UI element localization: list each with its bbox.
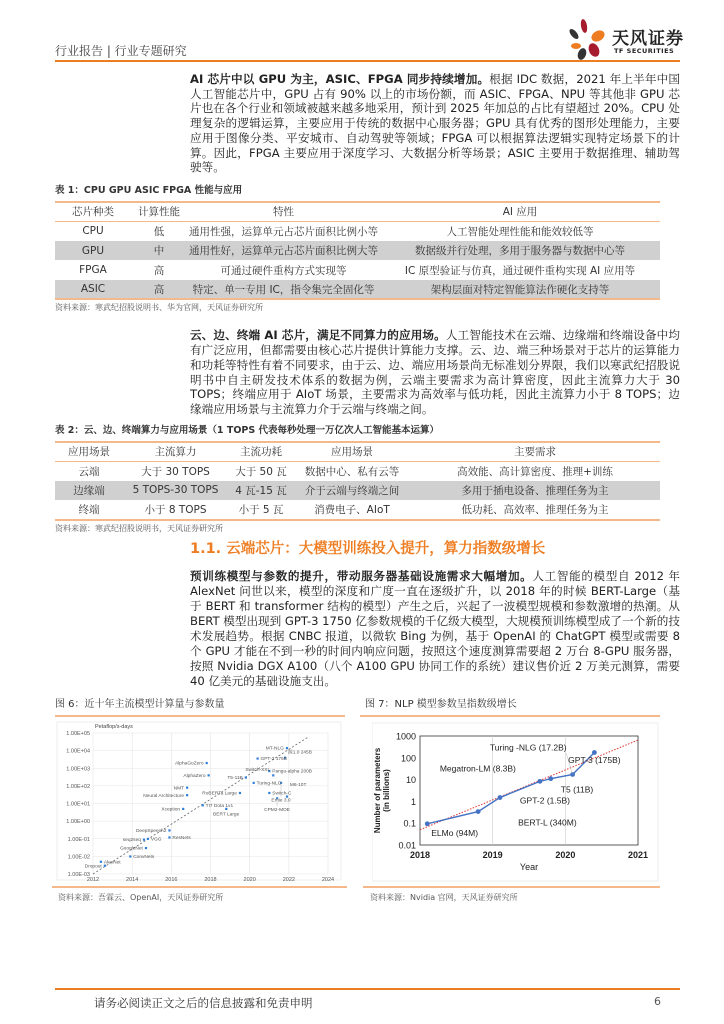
table-cell: 小于 5 瓦 xyxy=(238,503,284,516)
table-row xyxy=(55,461,660,481)
data-label: ConvNets xyxy=(133,855,155,861)
data-point xyxy=(239,792,241,794)
data-point xyxy=(476,810,481,815)
table-cell: 低功耗、高效率、推理任务为主 xyxy=(461,503,609,516)
data-label: GPT-2 (1.5B) xyxy=(519,795,571,806)
column-header: 应用场景 xyxy=(68,446,110,459)
data-label: Neural Architecture xyxy=(143,794,184,800)
data-point xyxy=(206,762,208,764)
data-label: T5-11B xyxy=(227,776,243,782)
table-cell: 终端 xyxy=(78,503,100,516)
table-cell: 低 xyxy=(153,225,165,238)
y-tick-label: 100 xyxy=(400,753,416,764)
x-tick-label: 2020 xyxy=(555,850,576,861)
data-point xyxy=(253,782,255,784)
y-tick-label: 1.00E+02 xyxy=(66,784,90,791)
table-cell: 大于 30 TOPS xyxy=(141,465,210,478)
data-point xyxy=(129,856,131,858)
table-cell: GPU xyxy=(81,244,105,257)
y-tick-label: 10 xyxy=(405,775,416,786)
x-axis-label: Year xyxy=(519,862,539,873)
figure6-source: 资料来源：吾霖云、OpenAI，天风证券研究所 xyxy=(58,893,224,903)
paragraph-ai-chips xyxy=(190,72,680,175)
table-cell: FPGA xyxy=(79,264,107,277)
data-label: 源1.0 245B xyxy=(287,750,312,756)
table-cell: 架构层面对特定智能算法作硬化支持等 xyxy=(430,283,610,296)
data-label: Turing-NLG xyxy=(256,781,282,787)
figure6-caption: 图 6：近十年主流模型计算量与参数量 xyxy=(55,699,225,711)
figure7-caption: 图 7：NLP 模型参数呈指数级增长 xyxy=(365,699,517,711)
data-label: Switch-C xyxy=(272,791,292,797)
data-label: T5 (11B) xyxy=(560,785,594,796)
table1 xyxy=(55,201,660,301)
table-cell: 中 xyxy=(153,245,165,258)
data-label: RoBERTa Large xyxy=(202,791,237,797)
data-point xyxy=(268,792,270,794)
x-tick-label: 2016 xyxy=(165,877,178,884)
data-point xyxy=(143,839,145,841)
y-axis-label: Number of parameters(in billions) xyxy=(373,748,391,834)
data-point xyxy=(257,758,259,760)
data-point xyxy=(168,837,170,839)
table-cell: 通用性强，运算单元占芯片面积比例小等 xyxy=(189,225,378,238)
data-point xyxy=(548,777,553,782)
data-label: Switch-XXL xyxy=(245,768,271,774)
data-point xyxy=(425,822,430,827)
table-cell: 4 瓦-15 瓦 xyxy=(235,484,287,497)
data-label: AlexNet xyxy=(103,860,121,866)
column-header: 计算性能 xyxy=(138,206,180,219)
data-point xyxy=(202,805,204,807)
column-header: 芯片种类 xyxy=(72,206,114,219)
table-row xyxy=(55,241,660,261)
y-axis-label: Petaflop/s-days xyxy=(95,724,133,731)
report-category: 行业报告 | 行业专题研究 xyxy=(55,44,187,58)
table-cell: 消费电子、AIoT xyxy=(314,503,390,516)
column-header: 特性 xyxy=(273,206,294,219)
logo-text-cn: 天风证券 xyxy=(612,29,684,49)
data-label: Megatron-LM (8.3B) xyxy=(439,763,516,774)
table2-source: 资料来源：寒武纪招股说明书，天风证券研究所 xyxy=(55,523,223,533)
x-tick-label: 2018 xyxy=(204,877,217,884)
table-cell: ASIC xyxy=(80,283,106,296)
table-cell: 大于 50 瓦 xyxy=(235,465,287,478)
data-point xyxy=(245,777,247,779)
column-header: 主流功耗 xyxy=(240,446,282,459)
table1-source: 资料来源：寒武纪招股说明书、华为官网，天风证券研究所 xyxy=(55,303,263,313)
table1-caption: 表 1：CPU GPU ASIC FPGA 性能与应用 xyxy=(55,184,243,196)
table-row xyxy=(55,221,660,241)
table-row xyxy=(55,500,660,520)
table-cell: CPU xyxy=(82,225,104,238)
figure7-top-rule xyxy=(360,715,660,717)
table-row xyxy=(55,280,660,300)
data-point xyxy=(186,787,188,789)
table-cell: 数据中心、私有云等 xyxy=(304,465,400,478)
y-tick-label: 1 xyxy=(410,797,416,808)
y-tick-label: 0.1 xyxy=(403,819,416,830)
table-cell: 通用性好，运算单元占芯片面积比例大等 xyxy=(189,245,378,258)
x-tick-label: 2019 xyxy=(482,850,503,861)
data-label: Dropout xyxy=(84,864,102,870)
table-cell: 数据级并行处理，多用于服务器与数据中心等 xyxy=(415,245,625,258)
paragraph-body: 根据 IDC 数据，2021 年上半年中国人工智能芯片中，GPU 占有 90% 以上的市场份额，而 ASIC、FPGA、NPU 等其他非 GPU 芯片也在各个行业和领域被越来越多地采用，预计到 2025 年加总的占比有望超过 20%。CPU 处理复杂的逻辑运算，主要应用于传统的数据中心服务器；GPU 具有优秀的图形处理能力，主要应用于图像分类、平安城市、自动驾驶等领域；FPGA 可以根据算法逻辑实现特定场景下的计算。因此，FPGA 主要应用于深度学习、大数据分析等场景；ASIC 主要用于数据推理、辅助驾驶等。 xyxy=(190,72,680,175)
data-label: BERT Large xyxy=(213,812,240,818)
table-row xyxy=(55,481,660,501)
table-cell: 高效能、高计算密度、推理+训练 xyxy=(457,465,613,478)
paragraph-body: 人工智能的模型自 2012 年 AlexNet 问世以来，模型的深度和广度一直在逐级扩升，以 2018 年的时候 BERT-Large（基于 BERT 和 transformer 结构的模型）产生之后，兴起了一波模型规模和参数激增的热潮。从 BERT 模型出现到 GPT-3 1750 亿参数规模的千亿级大模型，大规模预训练模型成了一个新的技术发展趋势。根据 CNBC 报道，以微软 Bing 为例，基于 OpenAI 的 ChatGPT 模型或需要 8 个 GPU 才能在不到一秒的时间内响应问题，按照这个速度测算需要超 2 万台 8-GPU 服务器，按照 Nvidia DGX A100（八个 A100 GPU 协同工作的系统）建议售价近 2 万美元测算，需要 40 亿美元的基础设施支出。 xyxy=(190,568,680,689)
table-cell: IC 原型验证与仿真，通过硬件重构实现 AI 应用等 xyxy=(404,264,636,277)
data-label: VGG xyxy=(150,837,162,843)
table-cell: 高 xyxy=(153,264,165,277)
y-tick-label: 1.00E-03 xyxy=(67,872,90,879)
data-label: seq2seq xyxy=(122,838,141,844)
data-point xyxy=(286,747,288,749)
table2 xyxy=(55,441,660,521)
section-heading: 1.1. 云端芯片：大模型训练投入提升，算力指数级增长 xyxy=(190,540,546,557)
x-tick-label: 2012 xyxy=(86,877,100,884)
data-label: AlphaZero xyxy=(183,774,206,780)
data-point xyxy=(186,794,188,796)
figure7-bottom-rule xyxy=(363,886,660,888)
data-label: ELMo (94M) xyxy=(431,828,479,839)
figures-row xyxy=(0,699,724,905)
data-label: GPT-3 (175B) xyxy=(568,755,621,766)
data-label: Ernie 3.0 xyxy=(271,798,291,804)
y-tick-label: 1.00E+00 xyxy=(66,819,90,826)
y-tick-label: 1.00E-01 xyxy=(67,837,90,844)
disclaimer-notice: 请务必阅读正文之后的信息披露和免责申明 xyxy=(94,996,313,1010)
data-label: MT-NLG xyxy=(265,747,284,753)
figure6-bottom-rule xyxy=(52,886,347,888)
data-point xyxy=(182,808,184,810)
y-tick-label: 1.00E+01 xyxy=(66,801,90,808)
data-label: CPM2-MOE xyxy=(264,808,291,814)
data-point xyxy=(145,847,147,849)
table-header-row xyxy=(55,442,660,462)
paragraph-lead: AI 芯片中以 GPU 为主，ASIC、FPGA 同步持续增加。 xyxy=(190,72,490,86)
table-row xyxy=(55,260,660,280)
data-label: Xception xyxy=(161,807,181,813)
data-label: Pangu-alpha 200B xyxy=(272,770,312,776)
data-point xyxy=(100,861,102,863)
table-cell: 特定、单一专用 IC，指令集完全固化等 xyxy=(192,283,375,296)
data-point xyxy=(538,779,543,784)
data-label: NMT xyxy=(173,786,184,792)
footer-divider xyxy=(55,988,680,990)
y-tick-label: 1.00E+03 xyxy=(66,766,90,773)
column-header: 主流算力 xyxy=(154,446,197,459)
data-label: GoogleNet xyxy=(119,847,143,853)
data-label: ResNets xyxy=(172,836,191,842)
data-point xyxy=(498,796,503,801)
header-divider xyxy=(55,60,680,62)
x-tick-label: 2021 xyxy=(627,850,649,861)
data-label: M6-10T xyxy=(289,783,307,789)
figure6-chart xyxy=(55,721,345,883)
paragraph-cloud-edge-terminal xyxy=(190,328,680,416)
data-label: DeepSpeech2 xyxy=(135,829,167,835)
x-tick-label: 2022 xyxy=(282,877,295,884)
y-tick-label: 1.00E+04 xyxy=(66,749,90,756)
table-cell: 多用于插电设备、推理任务为主 xyxy=(461,484,609,497)
table-cell: 高 xyxy=(153,283,165,296)
logo-text-en: TF SECURITIES xyxy=(614,47,675,55)
paragraph-lead: 预训练模型与参数的提升，带动服务器基础设施需求大幅增加。 xyxy=(190,568,533,583)
main-content xyxy=(55,72,680,905)
y-tick-label: 1000 xyxy=(395,731,416,742)
data-label: AlphaGoZero xyxy=(175,762,204,768)
table2-caption: 表 2：云、边、终端算力与应用场景（1 TOPS 代表每秒处理一万亿次人工智能基本运算） xyxy=(55,424,440,436)
data-point xyxy=(147,838,149,840)
paragraph-large-models xyxy=(190,569,680,690)
y-tick-label: 0.01 xyxy=(398,840,416,851)
x-tick-label: 2024 xyxy=(321,877,335,884)
figure7-chart xyxy=(372,721,660,883)
column-header: 应用场景 xyxy=(331,446,373,459)
data-label: BERT-L (340M) xyxy=(518,818,577,829)
data-point xyxy=(168,830,170,832)
table-cell: 人工智能处理性能和能效较低等 xyxy=(446,225,594,238)
table-header-row xyxy=(55,202,660,222)
table-cell: 5 TOPS-30 TOPS xyxy=(132,484,219,497)
table-cell: 小于 8 TOPS xyxy=(144,503,207,516)
x-tick-label: 2020 xyxy=(243,877,256,884)
paragraph-lead: 云、边、终端 AI 芯片，满足不同算力的应用场。 xyxy=(190,328,446,343)
paragraph-body: 人工智能技术在云端、边缘端和终端设备中均有广泛应用，但都需要由核心芯片提供计算能力支撑。云、边、端三种场景对于芯片的运算能力和功耗等特性有着不同要求，由于云、边、端应用场景尚无标准划分界限，我们以寒武纪招股说明书中自主研发技术体系的数据为例，云端主要需求为高计算密度，因此主流算力大于 30 TOPS；终端应用于 AIoT 场景，主要需求为高效率与低功耗，因此主流算力小于 8 TOPS；边缘端应用场景与主流算力介于云端与终端之间。 xyxy=(190,328,680,416)
data-point xyxy=(208,775,210,777)
page-number: 6 xyxy=(654,995,661,1008)
column-header: AI 应用 xyxy=(502,206,538,219)
x-tick-label: 2014 xyxy=(126,877,139,884)
table-cell: 云端 xyxy=(78,465,100,478)
column-header: 主要需求 xyxy=(514,446,556,459)
y-tick-label: 1.00E-02 xyxy=(67,854,90,861)
y-tick-label: 1.00E+05 xyxy=(66,731,90,738)
table-cell: 可通过硬件重构方式实现等 xyxy=(220,264,347,277)
figure7-source: 资料来源：Nvidia 官网，天风证券研究所 xyxy=(370,893,518,903)
data-label: GPT-3 175B xyxy=(260,757,287,763)
figure6-top-rule xyxy=(55,715,345,717)
table-cell: 介于云端与终端之间 xyxy=(304,484,400,497)
x-tick-label: 2018 xyxy=(409,850,431,861)
data-label: TI7 Dota 1v1 xyxy=(205,804,234,810)
data-label: Turing -NLG (17.2B) xyxy=(489,742,567,753)
table-cell: 边缘端 xyxy=(73,484,105,497)
